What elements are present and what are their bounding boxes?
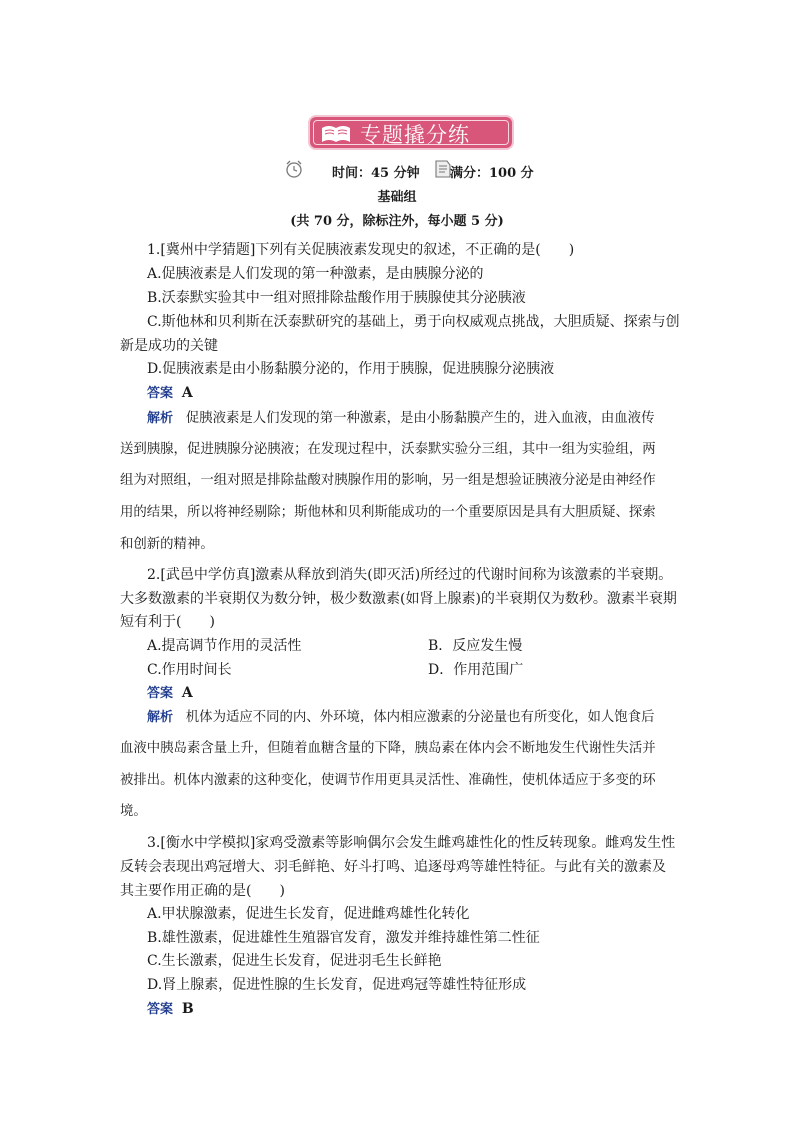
q1-explanation-line: 组为对照组，一组对照是排除盐酸对胰腺作用的影响，另一组是想验证胰液分泌是由神经作 <box>120 473 656 488</box>
q1-option-b: B.沃泰默实验其中一组对照排除盐酸作用于胰腺使其分泌胰液 <box>147 290 526 306</box>
q2-explanation-line: 被排出。机体内激素的这种变化，使调节作用更具灵活性、准确性，使机体适应于多变的环 <box>120 773 656 788</box>
q2-explanation-text: 机体为适应不同的内、外环境，体内相应激素的分泌量也有所变化，如人饱食后 <box>185 710 655 725</box>
q1-option-c: C.斯他林和贝利斯在沃泰默研究的基础上，勇于向权威观点挑战，大胆质疑、探索与创 <box>147 314 680 330</box>
explanation-label: 解析 <box>147 411 174 426</box>
alarm-clock-icon <box>284 159 304 179</box>
answer-label: 答案 <box>147 386 174 401</box>
q1-explanation-line: 和创新的精神。 <box>120 537 214 552</box>
banner-title: 专题撬分练 <box>360 123 470 147</box>
section-banner <box>310 117 512 148</box>
q2-explanation-line: 境。 <box>120 804 147 819</box>
q1-stem: 1.[冀州中学猜题]下列有关促胰液素发现史的叙述，不正确的是( ) <box>147 242 575 258</box>
group-title: 基础组 <box>377 190 417 205</box>
answer-label: 答案 <box>147 686 174 701</box>
q2-option-a: A.提高调节作用的灵活性 <box>147 638 302 654</box>
q2-option-c: C.作用时间长 <box>147 662 232 678</box>
q2-option-d: D．作用范围广 <box>428 662 524 678</box>
q3-stem: 3.[衡水中学模拟]家鸡受激素等影响偶尔会发生雌鸡雄性化的性反转现象。雌鸡发生性 <box>147 835 676 851</box>
q1-answer: A <box>181 385 193 401</box>
q1-explanation-text: 促胰液素是人们发现的第一种激素，是由小肠黏膜产生的，进入血液，由血液传 <box>185 411 655 426</box>
q3-option-a: A.甲状腺激素，促进生长发育，促进雌鸡雄性化转化 <box>147 906 470 922</box>
answer-label: 答案 <box>147 1002 174 1017</box>
q1-explanation-line: 送到胰腺，促进胰腺分泌胰液；在发现过程中，沃泰默实验分三组，其中一组为实验组，两 <box>120 442 656 457</box>
q3-stem-cont: 其主要作用正确的是( ) <box>120 883 285 899</box>
group-note: (共 70 分，除标注外，每小题 5 分) <box>290 214 504 229</box>
q3-stem-cont: 反转会表现出鸡冠增大、羽毛鲜艳、好斗打鸣、追逐母鸡等雄性特征。与此有关的激素及 <box>120 859 666 875</box>
q2-option-b: B．反应发生慢 <box>428 638 523 654</box>
q1-explanation-line <box>147 409 654 429</box>
q2-stem: 2.[武邑中学仿真]激素从释放到消失(即灭活)所经过的代谢时间称为该激素的半衰期。 <box>147 567 673 583</box>
q2-explanation-line <box>147 708 654 728</box>
explanation-label: 解析 <box>147 710 174 725</box>
q3-option-c: C.生长激素，促进生长发育，促进羽毛生长鲜艳 <box>147 953 442 969</box>
q3-answer: B <box>181 1001 194 1017</box>
q2-stem-cont: 大多数激素的半衰期仅为数分钟，极少数激素(如肾上腺素)的半衰期仅为数秒。激素半衰期 <box>120 591 677 607</box>
q2-answer: A <box>181 685 193 701</box>
q1-option-d: D.促胰液素是由小肠黏膜分泌的，作用于胰腺，促进胰腺分泌胰液 <box>147 361 555 377</box>
time-limit: 时间：45 分钟 <box>332 166 420 181</box>
q1-answer-line <box>147 383 193 404</box>
open-book-icon <box>320 122 352 144</box>
q1-explanation-line: 用的结果，所以将神经剔除；斯他林和贝利斯能成功的一个重要原因是具有大胆质疑、探索 <box>120 505 656 520</box>
full-score: 满分：100 分 <box>450 166 534 181</box>
q3-option-d: D.肾上腺素，促进性腺的生长发育，促进鸡冠等雄性特征形成 <box>147 977 527 993</box>
q1-option-a: A.促胰液素是人们发现的第一种激素，是由胰腺分泌的 <box>147 266 484 282</box>
q2-stem-cont: 短有利于( ) <box>120 614 215 630</box>
q2-answer-line <box>147 683 193 704</box>
q3-option-b: B.雄性激素，促进雄性生殖器官发育，激发并维持雄性第二性征 <box>147 930 540 946</box>
q2-explanation-line: 血液中胰岛素含量上升，但随着血糖含量的下降，胰岛素在体内会不断地发生代谢性失活并 <box>120 741 656 756</box>
q3-answer-line <box>147 999 194 1020</box>
q1-option-c-cont: 新是成功的关键 <box>120 338 218 354</box>
